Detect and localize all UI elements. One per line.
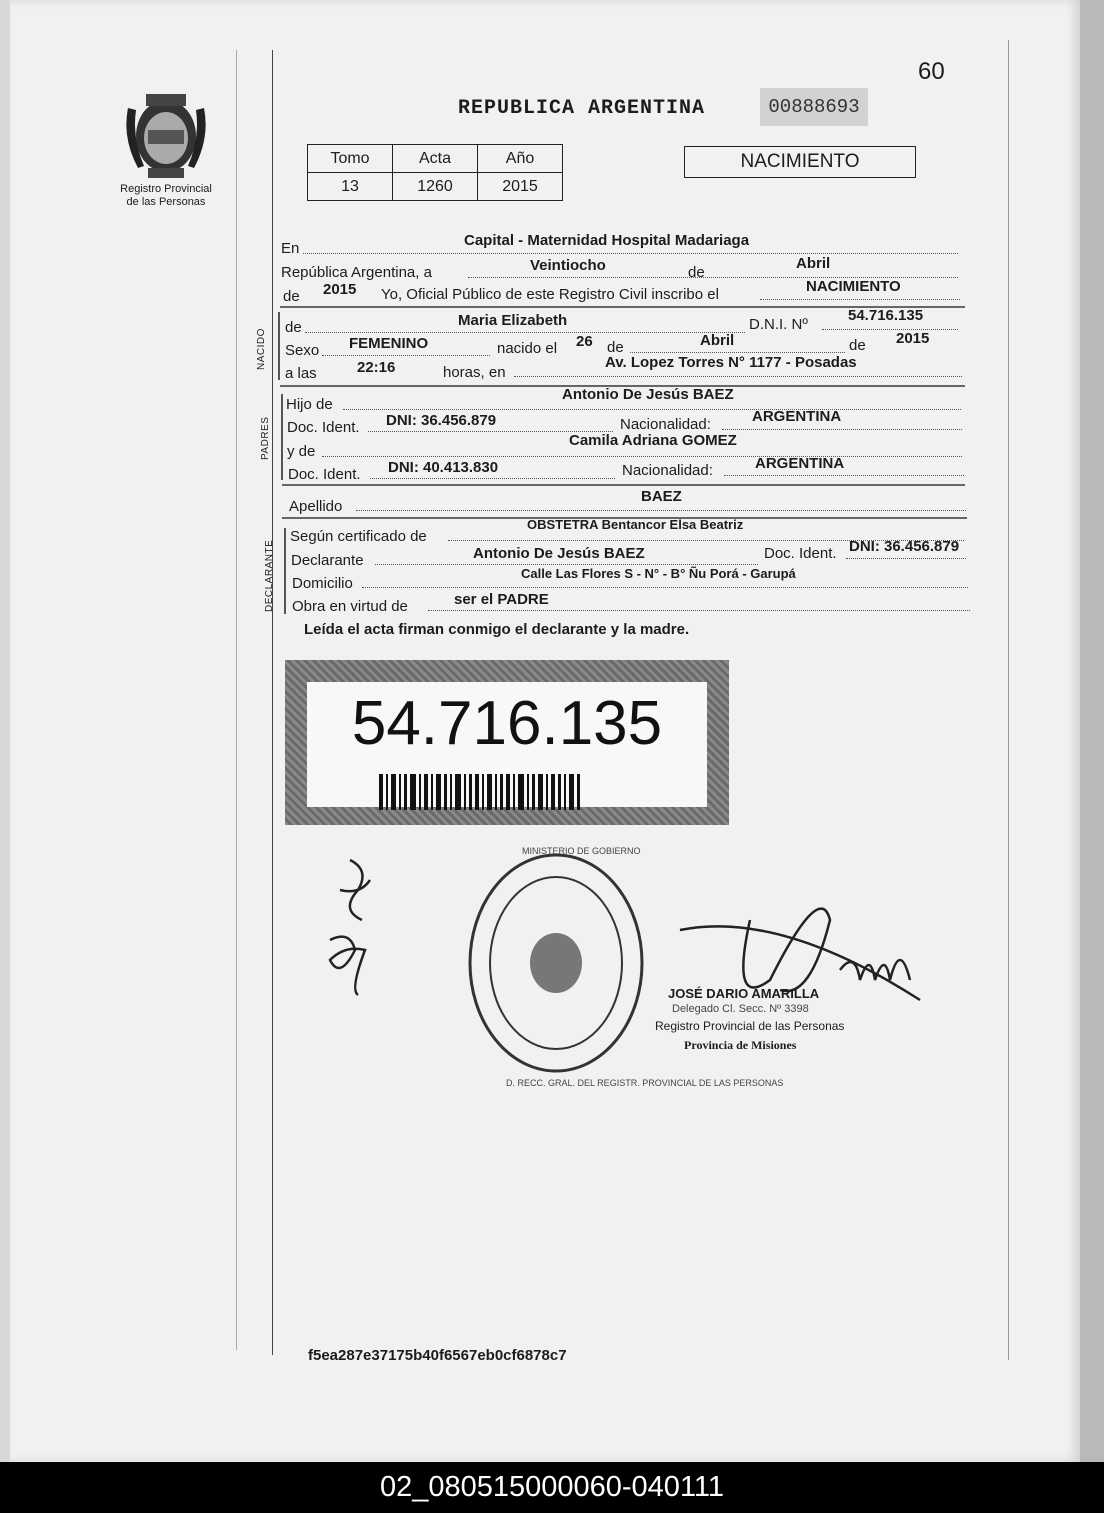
right-margin-rule: [1008, 40, 1009, 1360]
obra-value: ser el PADRE: [454, 591, 549, 608]
nacido-de-label: de: [285, 319, 302, 336]
barcode-icon: [379, 774, 639, 810]
dotted-line: [760, 299, 960, 300]
section-bracket: [281, 394, 283, 480]
dotted-line: [822, 329, 958, 330]
mother-name-value: Camila Adriana GOMEZ: [569, 432, 737, 449]
domicilio-label: Domicilio: [292, 575, 353, 592]
mother-doc-label: Doc. Ident.: [288, 466, 361, 483]
a-las-label: a las: [285, 365, 317, 382]
mother-nationality-value: ARGENTINA: [755, 455, 845, 472]
sexo-value: FEMENINO: [349, 335, 429, 352]
page-number: 60: [918, 58, 945, 85]
document-title: REPUBLICA ARGENTINA: [458, 97, 706, 120]
sexo-label: Sexo: [285, 342, 320, 359]
nacido-el-label: nacido el: [497, 340, 558, 357]
table-header-row: [308, 145, 563, 173]
table-row: [308, 173, 563, 201]
child-dni-value: 54.716.135: [848, 307, 924, 324]
header-tomo: Tomo: [308, 145, 393, 173]
apellido-value: BAEZ: [641, 488, 682, 505]
place-value: Capital - Maternidad Hospital Madariaga: [464, 232, 750, 249]
dotted-line: [428, 610, 970, 611]
official-role: Delegado Cl. Secc. Nº 3398: [672, 1003, 809, 1015]
closing-statement: Leída el acta firman conmigo el declarante y la madre.: [304, 621, 690, 638]
sticker-label: [307, 682, 707, 807]
dotted-line: [362, 587, 968, 588]
de-label: de: [688, 264, 705, 281]
declarant-name-value: Antonio De Jesús BAEZ: [473, 545, 645, 562]
dni-label: D.N.I. Nº: [749, 316, 808, 333]
hijo-de-label: Hijo de: [286, 396, 333, 413]
seal-outer-text: D. RECC. GRAL. DEL REGISTR. PROVINCIAL DE LAS PERSONAS: [506, 1078, 784, 1088]
republica-label: República Argentina, a: [281, 264, 432, 281]
oficial-text: Yo, Oficial Público de este Registro Civil inscribo el: [381, 286, 719, 303]
dotted-line: [722, 429, 962, 430]
father-nationality-value: ARGENTINA: [752, 408, 842, 425]
declarante-label: Declarante: [291, 552, 364, 569]
dotted-line: [370, 478, 615, 479]
dni-sticker: [285, 660, 729, 825]
y-de-label: y de: [287, 443, 316, 460]
dotted-line: [724, 475, 964, 476]
month-value: Abril: [796, 255, 831, 272]
declarante-section-label: DECLARANTE: [264, 539, 275, 612]
birth-year-value: 2015: [896, 330, 930, 347]
declarant-doc-value: DNI: 36.456.879: [849, 538, 960, 555]
cert-label: Según certificado de: [290, 528, 427, 545]
padres-section-label: PADRES: [260, 416, 271, 460]
birth-de-label: de: [607, 339, 624, 356]
domicile-value: Calle Las Flores S - N° - B° Ñu Porá - Garupá: [521, 566, 796, 581]
record-type-box: NACIMIENTO: [684, 146, 916, 178]
dotted-line: [322, 355, 490, 356]
birth-month-value: Abril: [700, 332, 735, 349]
form-frame-line: [272, 50, 273, 1355]
header-ano: Año: [478, 145, 563, 173]
dotted-line: [514, 376, 962, 377]
page-edge: [1080, 0, 1104, 1462]
dotted-line: [630, 352, 845, 353]
section-bracket: [284, 528, 286, 614]
official-office: Registro Provincial de las Personas: [655, 1019, 845, 1033]
value-tomo: 13: [308, 173, 393, 201]
nacido-section-label: NACIDO: [256, 328, 267, 370]
child-name-value: Maria Elizabeth: [458, 312, 568, 329]
section-bracket: [278, 312, 280, 380]
province-crest-icon: [118, 88, 214, 180]
registry-table: [307, 144, 563, 201]
inscribe-type-value: NACIMIENTO: [806, 278, 901, 295]
dotted-line: [375, 564, 758, 565]
dotted-line: [343, 409, 961, 410]
document-hash: f5ea287e37175b40f6567eb0cf6878c7: [308, 1347, 567, 1364]
dotted-line: [356, 510, 966, 511]
dotted-line: [303, 253, 958, 254]
value-ano: 2015: [478, 173, 563, 201]
mother-nationality-label: Nacionalidad:: [622, 462, 713, 479]
declarant-doc-label: Doc. Ident.: [764, 545, 837, 562]
value-acta: 1260: [393, 173, 478, 201]
obra-label: Obra en virtud de: [292, 598, 408, 615]
margin-rule: [236, 50, 237, 1350]
father-doc-label: Doc. Ident.: [287, 419, 360, 436]
crest-caption: Registro Provincial de las Personas: [120, 183, 212, 208]
birth-de2-label: de: [849, 337, 866, 354]
cert-value: OBSTETRA Bentancor Elsa Beatriz: [527, 517, 744, 532]
dotted-line: [305, 332, 745, 333]
sticker-number: 54.716.135: [351, 689, 663, 758]
birth-day-value: 26: [576, 333, 593, 350]
birth-time-value: 22:16: [357, 359, 396, 376]
declarant-signature-icon: [310, 850, 390, 1000]
mother-doc-value: DNI: 40.413.830: [388, 459, 499, 476]
official-province: Provincia de Misiones: [684, 1038, 797, 1052]
header-acta: Acta: [393, 145, 478, 173]
year-value: 2015: [323, 281, 357, 298]
day-words-value: Veintiocho: [530, 257, 606, 274]
father-doc-value: DNI: 36.456.879: [386, 412, 497, 429]
official-seal-icon: [466, 850, 646, 1076]
scan-footer-id: 02_080515000060-040111: [0, 1462, 1104, 1513]
section-divider: [282, 484, 965, 486]
serial-number: 00888693: [760, 88, 868, 126]
father-name-value: Antonio De Jesús BAEZ: [562, 386, 734, 403]
birth-address-value: Av. Lopez Torres N° 1177 - Posadas: [605, 354, 857, 371]
de2-label: de: [283, 288, 300, 305]
seal-inner-text: MINISTERIO DE GOBIERNO: [522, 846, 641, 856]
dotted-line: [846, 558, 966, 559]
dotted-line: [322, 456, 962, 457]
horas-label: horas, en: [443, 364, 506, 381]
father-nationality-label: Nacionalidad:: [620, 416, 711, 433]
official-name: JOSÉ DARIO AMARILLA: [668, 986, 820, 1001]
en-label: En: [281, 240, 300, 257]
apellido-label: Apellido: [289, 498, 343, 515]
